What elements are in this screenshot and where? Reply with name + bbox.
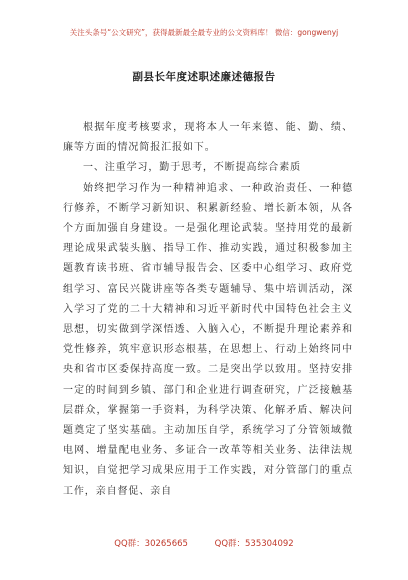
footer-banner: [0, 537, 408, 549]
header-banner: 关注头条号“公文研究”，获得最新最全最专业的公文资料库！ 微信：gongwenyj: [69, 28, 339, 37]
section-paragraph: 始终把学习作为一种精神追求、一种政治责任、一种德行修养，不断学习新知识、积累新经验、增长新本领，从各个方面加强自身建设。一是强化理论武装。坚持用党的最新理论成果武装头脑、指导工作、推动实践，通过积极参加主题教育读书班、省市辅导报告会、区委中心组学习、政府党组学习、富民兴陇讲座等各类专题辅导、集中培训活动，深入学习了党的二十大精神和习近平新时代中国特色社会主义思想，切实做到学深悟透、入脑入心，不断提升理论素养和党性修养，筑牢意识形态根基，在思想上、行动上始终同中央和省市区委保持高度一致。二是突出学以致用。坚持安排一定的时间到乡镇、部门和企业进行调查研究，广泛接触基层群众，掌握第一手资料，为科学决策、化解矛盾、解决问题奠定了坚实基础。主动加压自学，系统学习了分管领域微电网、增量配电业务、多证合一改革等相关业务、法律法规知识，自觉把学习成果应用于工作实践，对分管部门的重点工作，亲自督促、亲自: [63, 182, 353, 497]
qq-group-right: QQ群：535304092: [214, 539, 294, 549]
document-title: 副县长年度述职述廉述德报告: [132, 71, 276, 83]
section-heading: 一、注重学习，勤于思考，不断提高综合素质: [83, 162, 301, 174]
qq-group-left: QQ群：30265665: [114, 539, 188, 549]
intro-paragraph: 根据年度考核要求，现将本人一年来德、能、勤、绩、廉等方面的情况简报汇报如下。: [63, 122, 353, 154]
document-body: [63, 118, 353, 502]
